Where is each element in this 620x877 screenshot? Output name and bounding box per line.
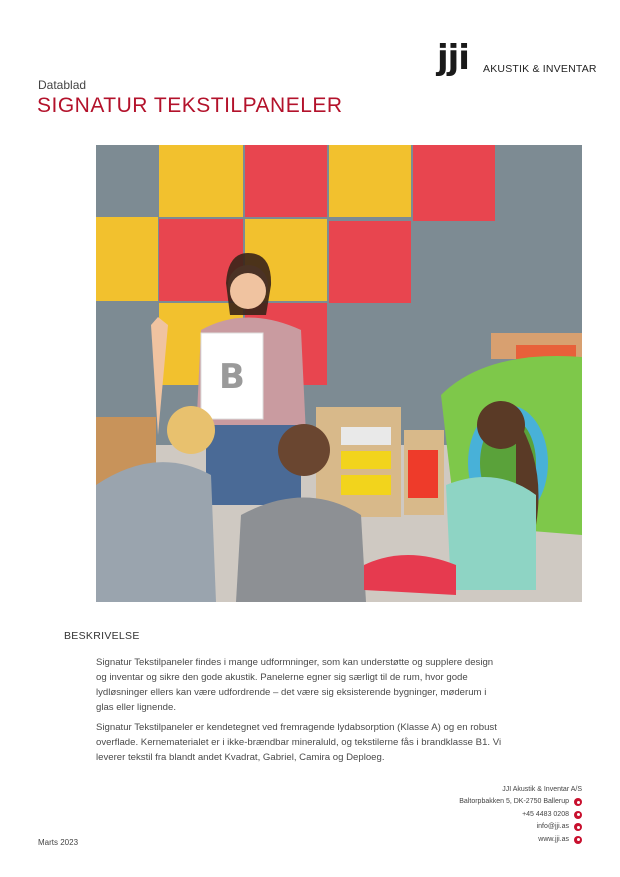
document-type: Datablad — [38, 78, 87, 92]
logo-mark: jji — [437, 38, 469, 78]
location-icon — [574, 798, 582, 806]
logo-name: AKUSTIK & INVENTAR — [483, 63, 597, 75]
phone-text[interactable]: +45 4483 0208 — [522, 810, 569, 818]
page-title: SIGNATUR TEKSTILPANELER — [37, 94, 343, 117]
description-paragraph-1: Signatur Tekstilpaneler findes i mange udformninger, som kan understøtte og supplere design og inventar og sikre den gode akustik. Panelerne egner sig særligt til de rum, hvor gode lydløsninger ellers kan være udfordrende – det være sig eksisterende bygninger, møderum i glas eller lignende. — [96, 657, 494, 713]
website-link[interactable]: www.jji.as — [538, 835, 569, 843]
hero-photo — [96, 145, 582, 602]
letter-card — [201, 333, 263, 419]
section-heading: BESKRIVELSE — [64, 630, 140, 642]
address-row — [459, 796, 582, 809]
phone-row — [459, 809, 582, 822]
email-row — [459, 821, 582, 834]
contact-block — [459, 784, 582, 846]
address-text: Baltorpbakken 5, DK-2750 Ballerup — [459, 798, 569, 805]
mail-icon — [574, 823, 582, 831]
phone-icon — [574, 811, 582, 819]
web-icon — [574, 836, 582, 844]
description-paragraph-2: Signatur Tekstilpaneler er kendetegnet ved fremragende lydabsorption (Klasse A) og en robust overflade. Kernematerialet er i ikke-brændbar mineraluld, og tekstilerne fås i brandklasse B1. Vi leverer tekstil fra blandt andet Kvadrat, Gabriel, Camira og Deploeg. — [96, 722, 502, 763]
card-letter: B — [219, 357, 245, 397]
company-logo — [437, 38, 597, 84]
document-date: Marts 2023 — [38, 838, 79, 847]
company-name: JJI Akustik & Inventar A/S — [502, 786, 582, 793]
website-row — [459, 834, 582, 847]
email-link[interactable]: info@jji.as — [536, 823, 569, 830]
